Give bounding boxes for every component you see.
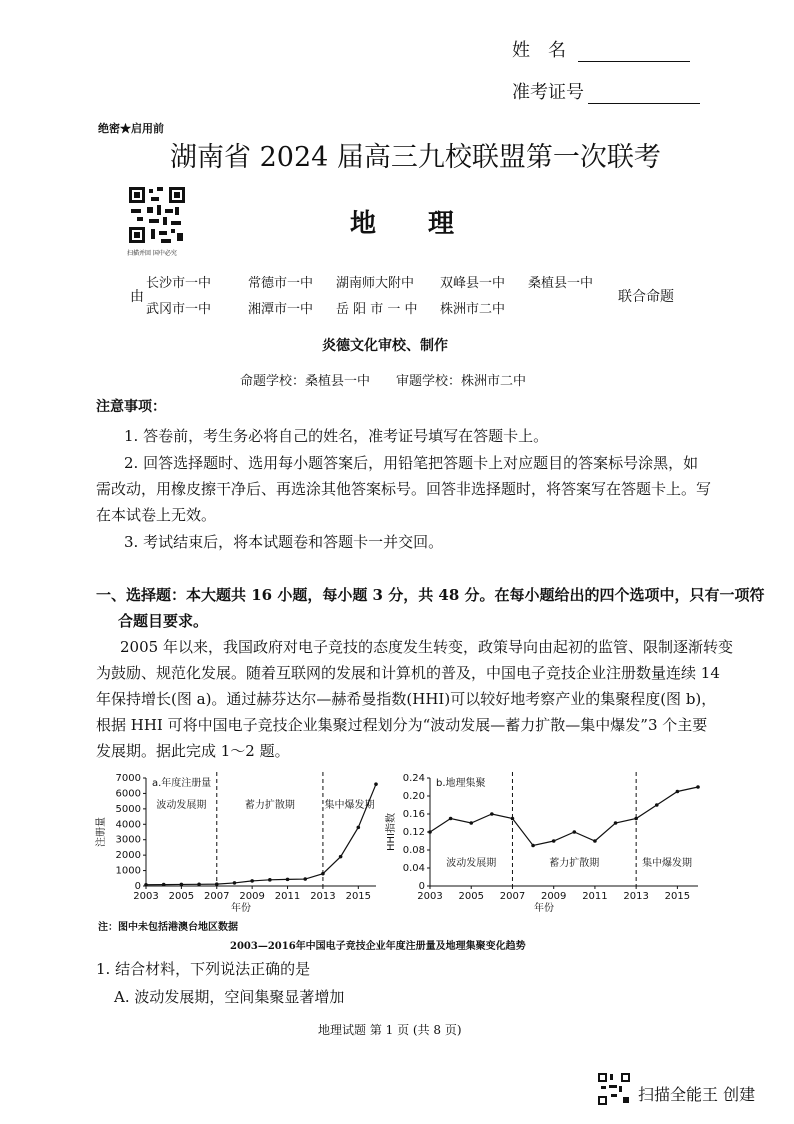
data-point (268, 878, 272, 882)
data-point (449, 817, 453, 821)
period-label: 集中爆发期 (642, 858, 693, 869)
period-label: 蓄力扩散期 (549, 858, 600, 869)
school-2: 常德市一中 (248, 276, 314, 291)
y-tick-label: 4000 (115, 819, 141, 831)
data-point (696, 785, 700, 789)
schools-suffix: 联合命题 (618, 289, 674, 305)
qr-caption: 扫描并回 国中必究 (127, 250, 177, 257)
y-tick-label: 0.04 (402, 863, 425, 874)
passage-line2: 为鼓励、规范化发展。随着互联网的发展和计算机的普及，中国电子竞技企业注册数量连续 14 (96, 664, 720, 682)
y-tick-label: 1000 (115, 865, 141, 877)
exam-id-label: 准考证号 (512, 82, 584, 103)
school-6: 武冈市一中 (146, 302, 212, 317)
x-tick-label: 2013 (623, 891, 649, 902)
y-tick-label: 5000 (115, 803, 141, 815)
data-point (321, 872, 325, 876)
page-footer: 地理试题 第 1 页 (共 8 页) (318, 1023, 462, 1037)
school-3: 湖南师大附中 (336, 276, 415, 291)
subject-title: 地 理 (350, 209, 455, 239)
notes-item-2-line1: 2. 回答选择题时、选用每小题答案后，用铅笔把答题卡上对应题目的答案标号涂黑，如 (124, 454, 699, 472)
data-point (357, 826, 361, 830)
name-label: 姓 名 (512, 40, 566, 61)
data-point (197, 883, 201, 887)
data-point (286, 878, 290, 882)
chart-title: b.地理集聚 (436, 778, 486, 789)
school-5: 桑植县一中 (528, 276, 594, 291)
period-label: 波动发展期 (446, 858, 497, 869)
data-point (339, 855, 343, 859)
exam-id-field[interactable] (512, 78, 700, 104)
proposer-line: 命题学校：桑植县一中 审题学校：株洲市二中 (240, 374, 527, 389)
y-tick-label: 0.08 (402, 845, 425, 856)
question1-stem: 1. 结合材料，下列说法正确的是 (96, 960, 311, 978)
x-tick-label: 2009 (540, 891, 567, 902)
x-tick-label: 2011 (274, 891, 301, 902)
data-point (250, 879, 254, 883)
data-point (303, 877, 307, 881)
data-point (676, 790, 680, 794)
school-7: 湘潭市一中 (248, 302, 314, 317)
y-tick-label: 0 (134, 881, 141, 892)
y-tick-label: 0 (418, 881, 425, 892)
notes-item-1: 1. 答卷前，考生务必将自己的姓名，准考证号填写在答题卡上。 (124, 427, 549, 445)
data-point (469, 821, 473, 825)
data-point (180, 883, 184, 887)
chart-caption: 2003—2016年中国电子竞技企业年度注册量及地理集聚变化趋势 (230, 941, 526, 952)
notes-heading: 注意事项： (96, 399, 166, 415)
y-tick-label: 0.20 (402, 791, 425, 802)
x-tick-label: 2005 (458, 891, 484, 902)
period-label: 波动发展期 (156, 800, 207, 811)
chart-note: 注：图中未包括港澳台地区数据 (98, 922, 238, 933)
y-tick-label: 0.24 (402, 773, 425, 784)
review-line: 炎德文化审校、制作 (322, 338, 448, 354)
school-4: 双峰县一中 (440, 276, 506, 291)
chart-title: a.年度注册量 (152, 778, 212, 789)
data-point (511, 817, 515, 821)
name-field[interactable] (512, 36, 690, 62)
series-line (430, 787, 698, 846)
x-tick-label: 2011 (582, 891, 608, 902)
exam-title: 湖南省 2024 届高三九校联盟第一次联考 (170, 142, 661, 173)
notes-item-2-line2: 需改动，用橡皮擦干净后、再选涂其他答案标号。回答非选择题时，将答案写在答题卡上。写 (96, 480, 712, 498)
x-tick-label: 2007 (204, 891, 230, 902)
section1-line2: 合题目要求。 (118, 612, 209, 630)
x-tick-label: 2015 (664, 891, 691, 902)
data-point (374, 782, 378, 786)
watermark-text: 扫描全能王 创建 (638, 1085, 756, 1104)
data-point (531, 844, 535, 848)
y-axis-label: 注册量 (96, 817, 107, 847)
y-tick-label: 6000 (115, 788, 141, 800)
x-axis-label: 年份 (534, 903, 554, 914)
data-point (655, 803, 659, 807)
data-point (573, 830, 577, 834)
y-tick-label: 7000 (115, 773, 141, 784)
passage-line1: 2005 年以来，我国政府对电子竞技的态度发生转变，政策导向由起初的监管、限制逐渐转变 (120, 638, 733, 656)
y-tick-label: 0.12 (402, 827, 425, 838)
x-tick-label: 2003 (417, 891, 443, 902)
x-tick-label: 2009 (239, 891, 265, 902)
x-tick-label: 2007 (499, 891, 526, 902)
notes-item-2-line3: 在本试卷上无效。 (96, 506, 217, 524)
x-tick-label: 2003 (133, 891, 159, 902)
data-point (428, 830, 432, 834)
section1-line1: 一、选择题：本大题共 16 小题，每小题 3 分，共 48 分。在每小题给出的四个选项中，只有一项符 (96, 586, 765, 604)
data-point (593, 839, 597, 843)
secret-mark: 绝密★启用前 (98, 122, 164, 135)
watermark-qr-icon (597, 1072, 631, 1106)
period-label: 蓄力扩散期 (244, 800, 295, 811)
y-tick-label: 0.16 (402, 809, 425, 820)
notes-item-3: 3. 考试结束后，将本试题卷和答题卡一并交回。 (124, 533, 444, 551)
y-axis-label: HHI指数 (386, 813, 397, 851)
x-tick-label: 2005 (168, 891, 195, 902)
period-label: 集中爆发期 (324, 800, 375, 811)
passage-line3: 年保持增长(图 a)。通过赫芬达尔—赫希曼指数(HHI)可以较好地考察产业的集聚程度(图 b)， (96, 690, 717, 708)
x-tick-label: 2013 (310, 891, 336, 902)
data-point (552, 839, 556, 843)
data-point (162, 883, 166, 887)
passage-line5: 发展期。据此完成 1～2 题。 (96, 742, 290, 760)
qr-code-icon (127, 185, 187, 245)
x-axis-label: 年份 (231, 903, 251, 914)
chart-registrations (90, 766, 390, 918)
chart-hhi (380, 766, 700, 918)
data-point (215, 882, 219, 886)
data-point (490, 812, 494, 816)
data-point (144, 883, 148, 887)
question1-option-a: A. 波动发展期，空间集聚显著增加 (114, 988, 345, 1006)
data-point (233, 881, 237, 885)
x-tick-label: 2015 (345, 891, 372, 902)
school-1: 长沙市一中 (146, 276, 212, 291)
school-9: 株洲市二中 (440, 302, 506, 317)
schools-prefix: 由 (130, 289, 144, 305)
y-tick-label: 2000 (115, 850, 141, 862)
data-point (634, 817, 638, 821)
passage-line4: 根据 HHI 可将中国电子竞技企业集聚过程划分为“波动发展—蓄力扩散—集中爆发”3 个主要 (96, 716, 708, 734)
y-tick-label: 3000 (115, 834, 141, 846)
school-8: 岳 阳 市 一 中 (336, 302, 418, 317)
data-point (614, 821, 618, 825)
